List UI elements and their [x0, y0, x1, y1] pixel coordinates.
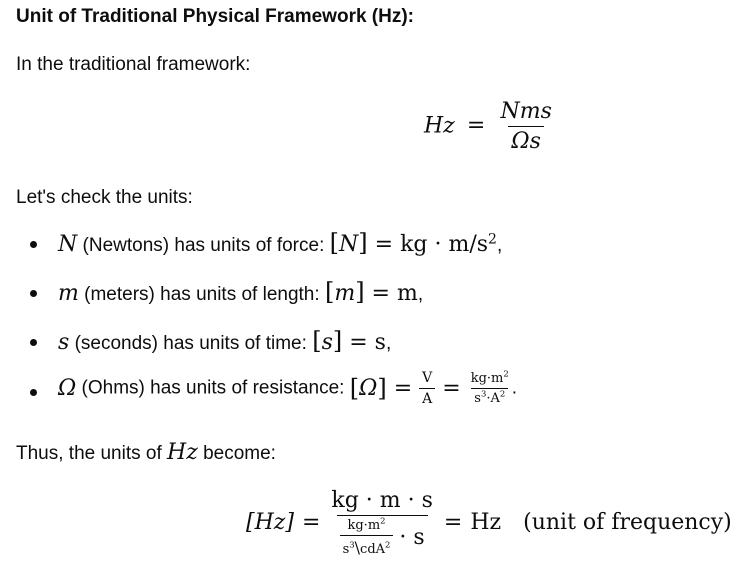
eq2-rhs: Hz	[470, 510, 502, 535]
eq1-equals: =	[466, 113, 486, 139]
equation-hz	[424, 99, 555, 154]
list-item-newtons: N (Newtons) has units of force: [N] = kg · $m/s^2$,	[58, 229, 503, 257]
bullet-dot	[30, 290, 37, 297]
eq2-denominator: $\frac{kg\cdot m^2}{s^3\backslash cdA^2}$ · s	[337, 515, 428, 557]
heading: Unit of Traditional Physical Framework (Hz):	[16, 6, 415, 27]
bullet-dot	[30, 339, 37, 346]
eq2-equals: =	[301, 510, 321, 535]
list-item-meters: m (meters) has units of length: [m] = m,	[58, 278, 424, 306]
list-item-seconds: s (seconds) has units of time: [s] = s,	[58, 327, 392, 355]
eq2-note: (unit of frequency)	[523, 510, 732, 535]
list-item-ohms: Ω (Ohms) has units of resistance: [Ω] = $\frac{V}{A}$ = $\frac{kg\cdot m^2}{s^3\cdot A^2}$ .	[58, 368, 518, 407]
eq2-numerator: kg · m · s	[331, 488, 433, 513]
eq2-equals-2: =	[443, 510, 463, 535]
bullet-dot	[30, 389, 37, 396]
check-text: Let's check the units:	[16, 187, 193, 208]
eq2-lhs: [Hz]	[246, 510, 294, 535]
intro-text: In the traditional framework:	[16, 54, 251, 75]
thus-text: Thus, the units of Hz become:	[16, 440, 276, 465]
eq1-denominator: Ωs	[508, 126, 544, 154]
eq1-lhs: Hz	[424, 113, 455, 139]
eq1-numerator: Nms	[500, 99, 552, 124]
equation-hz-units	[246, 488, 732, 557]
bullet-dot	[30, 241, 37, 248]
